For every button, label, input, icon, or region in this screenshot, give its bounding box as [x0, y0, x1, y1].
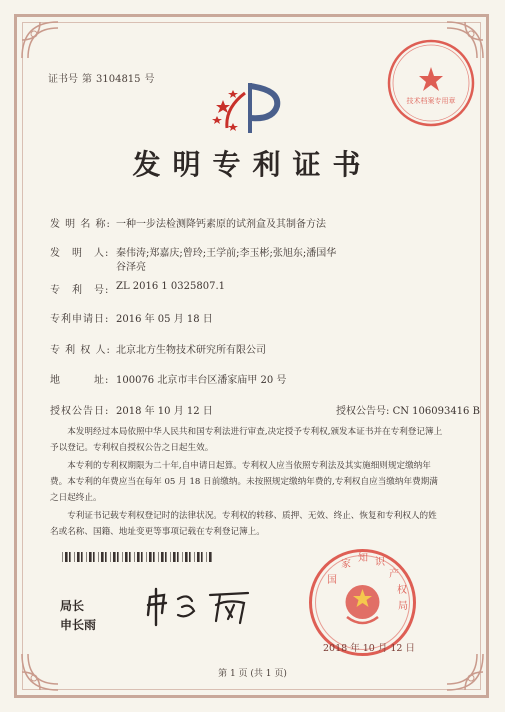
svg-text:家: 家	[341, 559, 351, 570]
corner-ornament-icon	[18, 634, 78, 694]
cert-no-prefix: 第	[82, 74, 92, 85]
field-invention-name	[50, 215, 326, 230]
cert-no-label: 证书号	[48, 74, 78, 85]
field-label: 授权公告号:	[336, 406, 390, 417]
svg-text:知: 知	[358, 553, 368, 564]
field-grant-no	[336, 402, 480, 417]
field-value: 一种一步法检测降钙素原的试剂盒及其制备方法	[116, 219, 326, 230]
field-value: 秦伟涛;郑嘉庆;曾玲;王学前;李玉彬;张旭东;潘国华	[116, 248, 337, 259]
svg-text:产: 产	[389, 569, 399, 580]
corner-ornament-icon	[427, 634, 487, 694]
svg-text:识: 识	[375, 557, 385, 568]
svg-text:国: 国	[327, 575, 337, 586]
field-label: 专利申请日:	[50, 314, 110, 325]
barcode-icon	[62, 552, 212, 562]
handwritten-signature-icon	[140, 585, 260, 630]
body-paragraph: 专利证书记载专利权登记时的法律状况。专利权的转移、质押、无效、终止、恢复和专利权人的姓名或名称、国籍、地址变更等事项记载在专利登记簿上。	[50, 511, 437, 537]
certificate-number	[48, 70, 159, 85]
field-filing-date	[50, 310, 213, 325]
body-paragraph: 本专利的专利权期限为二十年,自申请日起算。专利权人应当依照专利法及其实施细则规定缴纳年费。本专利的年费应当在每年 05 月 18 日前缴纳。未按照规定缴纳年费的,专利权自应当缴纳年费期满之日起终止。	[50, 461, 438, 503]
svg-text:技术档案专用章: 技术档案专用章	[406, 97, 456, 105]
body-paragraph: 本发明经过本局依照中华人民共和国专利法进行审查,决定授予专利权,颁发本证书并在专利登记簿上予以登记。专利权自授权公告之日起生效。	[50, 427, 443, 453]
field-value: 100076 北京市丰台区潘家庙甲 20 号	[116, 375, 287, 386]
field-label: 专 利 权 人:	[50, 345, 111, 356]
field-value: ZL 2016 1 0325807.1	[116, 281, 226, 292]
page-footer: 第 1 页 (共 1 页)	[218, 669, 287, 679]
field-address	[50, 371, 287, 386]
field-label: 发 明 人:	[50, 248, 110, 259]
director-name: 申长雨	[60, 618, 97, 632]
field-label: 发 明 名 称:	[50, 219, 111, 230]
certificate-title: 发明专利证书	[132, 148, 373, 181]
field-patentee	[50, 341, 266, 356]
corner-ornament-icon	[18, 18, 78, 78]
field-value: CN 106093416 B	[392, 406, 480, 417]
cert-no-value: 3104815	[96, 74, 141, 85]
field-inventors	[50, 244, 337, 273]
field-value: 2016 年 05 月 18 日	[116, 314, 213, 325]
field-label: 地 址:	[50, 375, 110, 386]
director-title: 局长	[60, 599, 85, 613]
seal-date: 2018 年 10 月 12 日	[323, 643, 415, 654]
svg-text:权: 权	[397, 585, 407, 596]
field-value-line2: 谷泽亮	[116, 262, 146, 273]
svg-text:局: 局	[398, 601, 408, 612]
field-value: 2018 年 10 月 12 日	[116, 406, 213, 417]
field-label: 专 利 号:	[50, 285, 110, 296]
company-seal-icon	[385, 37, 477, 129]
patent-office-emblem-icon	[205, 78, 295, 138]
field-grant-date	[50, 402, 213, 417]
field-label: 授权公告日:	[50, 406, 110, 417]
cert-no-suffix: 号	[144, 74, 155, 85]
field-patent-no	[50, 281, 226, 296]
field-value: 北京北方生物技术研究所有限公司	[116, 345, 266, 356]
